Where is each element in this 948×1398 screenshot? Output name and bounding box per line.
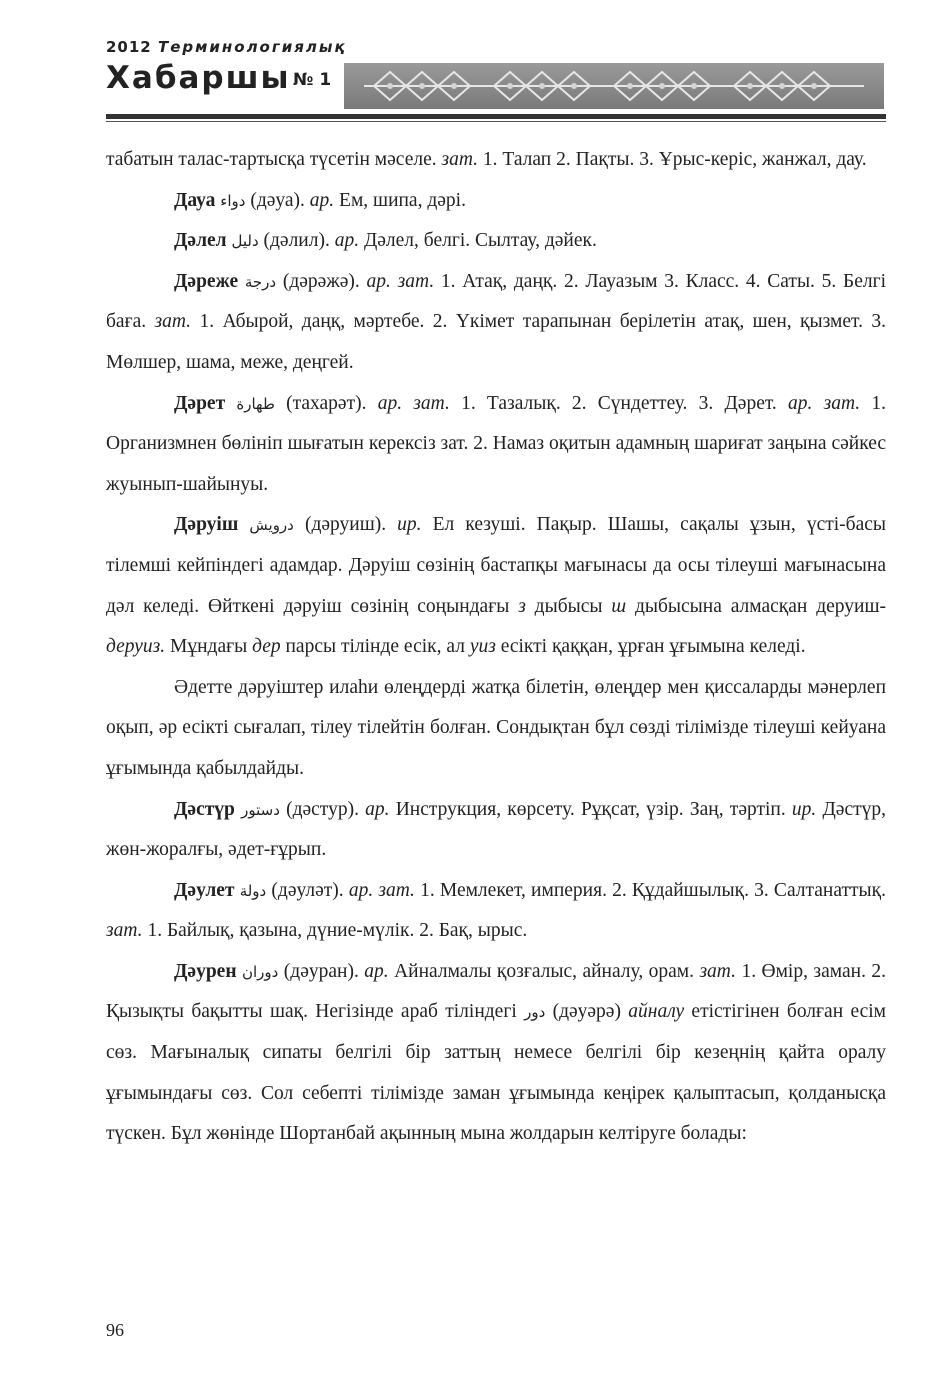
paragraph xyxy=(106,262,886,384)
text-run: (дәруиш). xyxy=(293,514,398,536)
entry-headword: Дәруіш xyxy=(174,514,239,536)
text-run: (дәуәрә) xyxy=(545,1001,629,1023)
text-run: Айналмалы қозғалыс, айналу, орам. xyxy=(388,960,700,982)
grammar-label: ар. зат. xyxy=(788,392,861,414)
arabic-script: دستور xyxy=(241,800,280,819)
arabic-script: دليل xyxy=(231,232,259,251)
text-run: (дәуран). xyxy=(278,960,365,982)
grammar-label: деруиз. xyxy=(106,636,166,658)
arabic-script: درجة xyxy=(244,272,277,291)
entry-headword: Дәстүр xyxy=(174,798,235,820)
text-run: 1. Байлық, қазына, дүние-мүлік. 2. Бақ, ырыс. xyxy=(142,920,528,942)
text-run xyxy=(225,393,236,414)
text-run: есікті қаққан, ұрған ұғымына келеді. xyxy=(495,636,806,658)
text-run: 1. Атақ, даңқ. 2. Лауазым 3. Класс. 4. Саты. 5. Белгі баға. xyxy=(106,270,886,333)
arabic-script: دولة xyxy=(239,881,267,900)
entry-headword: Дәулет xyxy=(174,879,235,901)
header-rule-thick xyxy=(106,114,886,119)
arabic-script: دوران xyxy=(242,962,279,981)
header-journal-title: Хабаршы xyxy=(106,60,291,96)
paragraph xyxy=(106,505,886,667)
paragraph xyxy=(106,181,886,222)
grammar-label: айналу xyxy=(628,1001,685,1023)
text-run: табатын талас-тартысқа түсетін мәселе. xyxy=(106,149,442,170)
grammar-label: ар. зат. xyxy=(366,270,435,292)
grammar-label: ар. xyxy=(364,960,389,982)
header-ornament-band xyxy=(344,63,884,109)
text-run: 1. Тазалық. 2. Сүндеттеу. 3. Дәрет. xyxy=(449,392,788,414)
arabic-script: طهارة xyxy=(236,394,275,413)
paragraph xyxy=(106,790,886,871)
text-run: 1. Организмнен бөлініп шығатын керексіз зат. 2. Намаз оқитын адамның шариғат заңына сәйкес жуынып-шайынуы. xyxy=(106,392,886,495)
dictionary-text xyxy=(106,140,886,1155)
text-run: (дәуа). xyxy=(245,189,310,211)
arabic-script: درويش xyxy=(249,516,294,535)
entry-headword: Дәурен xyxy=(174,960,237,982)
grammar-label: ар. зат. xyxy=(348,879,415,901)
ornament-pattern xyxy=(344,63,884,109)
entry-headword: Дәреже xyxy=(174,270,239,292)
text-run: (тахарәт). xyxy=(274,392,378,414)
text-run: (дәуләт). xyxy=(266,879,349,901)
grammar-label: ар. xyxy=(365,798,390,820)
paragraph xyxy=(106,221,886,262)
entry-headword: Дауа xyxy=(174,189,216,211)
header-rule-thin xyxy=(106,121,886,122)
header-issue-number: № 1 xyxy=(293,70,332,90)
text-run: Мұндағы xyxy=(165,636,253,658)
grammar-label: ш xyxy=(611,595,627,617)
text-run: 1. Мемлекет, империя. 2. Құдайшылық. 3. Салтанаттық. xyxy=(414,879,886,901)
text-run xyxy=(238,514,249,535)
paragraph xyxy=(106,952,886,1155)
text-run: Инструкция, көрсету. Рұқсат, үзір. Заң, тәртіп. xyxy=(389,798,792,820)
grammar-label: ир. xyxy=(791,798,817,820)
page-number: 96 xyxy=(106,1320,124,1340)
paragraph xyxy=(106,384,886,506)
grammar-label: уиз xyxy=(469,636,496,658)
text-run: 1. Өмір, заман. 2. Қызықты бақытты шақ. Негізінде араб тіліндегі xyxy=(106,960,887,1023)
grammar-label: ир. xyxy=(397,514,422,536)
grammar-label: зат. xyxy=(441,149,479,170)
grammar-label: ар. xyxy=(309,189,335,211)
header-journal-subtitle: Терминологиялық xyxy=(157,38,347,56)
arabic-script: دواء xyxy=(220,191,246,210)
text-run: Ем, шипа, дәрі. xyxy=(334,189,466,211)
grammar-label: дер xyxy=(252,636,281,658)
text-run: Дәстүр, жөн-жоралғы, әдет-ғұрып. xyxy=(106,798,887,861)
text-run xyxy=(238,271,245,292)
grammar-label: зат. xyxy=(106,920,143,942)
text-run: Ел кезуші. Пақыр. Шашы, сақалы ұзын, үсті-басы тілемші кейпіндегі адамдар. Дәруіш сөзінің бастапқы мағынасы да осы тілеуші мағынасына дәл келеді. Өйткені дәруіш сөзінің соңындағы xyxy=(106,514,886,617)
text-run: 1. Талап 2. Пақты. 3. Ұрыс-керіс, жанжал, дау. xyxy=(478,149,867,170)
text-run: дыбысына алмасқан деруиш- xyxy=(626,595,886,617)
header-year-line xyxy=(106,38,347,56)
text-run: (дәстур). xyxy=(279,798,366,820)
text-run: парсы тілінде есік, ал xyxy=(280,636,470,658)
text-run: (дәрәжә). xyxy=(276,270,367,292)
text-run: Дәлел, белгі. Сылтау, дәйек. xyxy=(359,230,597,252)
grammar-label: ар. зат. xyxy=(377,392,450,414)
entry-headword: Дәлел xyxy=(174,230,227,252)
text-run: дыбысы xyxy=(525,595,612,617)
grammar-label: зат. xyxy=(154,311,192,333)
grammar-label: ар. xyxy=(334,230,360,252)
text-run: Әдетте дәруіштер илаһи өлеңдерді жатқа білетін, өлеңдер мен қиссаларды мәнерлеп оқып, әр есікті сығалап, тілеу тілейтін болған. Сондықтан бұл сөзді тілімізде тілеуші кейуана ұғымында қабылдайды. xyxy=(106,676,886,779)
paragraph xyxy=(106,668,886,790)
grammar-label: зат. xyxy=(699,960,737,982)
text-run: 1. Абырой, даңқ, мәртебе. 2. Үкімет тарапынан берілетін атақ, шен, қызмет. 3. Мөлшер, шама, меже, деңгей. xyxy=(106,311,886,373)
journal-header xyxy=(106,30,886,125)
arabic-script: دور xyxy=(524,1003,546,1022)
grammar-label: з xyxy=(518,595,526,617)
paragraph xyxy=(106,140,886,181)
entry-headword: Дәрет xyxy=(174,392,226,414)
text-run: (дәлил). xyxy=(258,230,335,252)
header-year: 2012 xyxy=(106,38,152,56)
paragraph xyxy=(106,871,886,952)
text-run: етістігінен болған есім сөз. Мағыналық сипаты белгілі бір заттың немесе белгілі бір кезеңнің қайта оралу ұғымындағы сөз. Сол себепті тілімізде заман ұғымында кеңірек қалыптасып, қолданысқа түскен. Бұл жөнінде Шортанбай ақынның мына жолдарын келтіруге болады: xyxy=(106,1001,887,1145)
